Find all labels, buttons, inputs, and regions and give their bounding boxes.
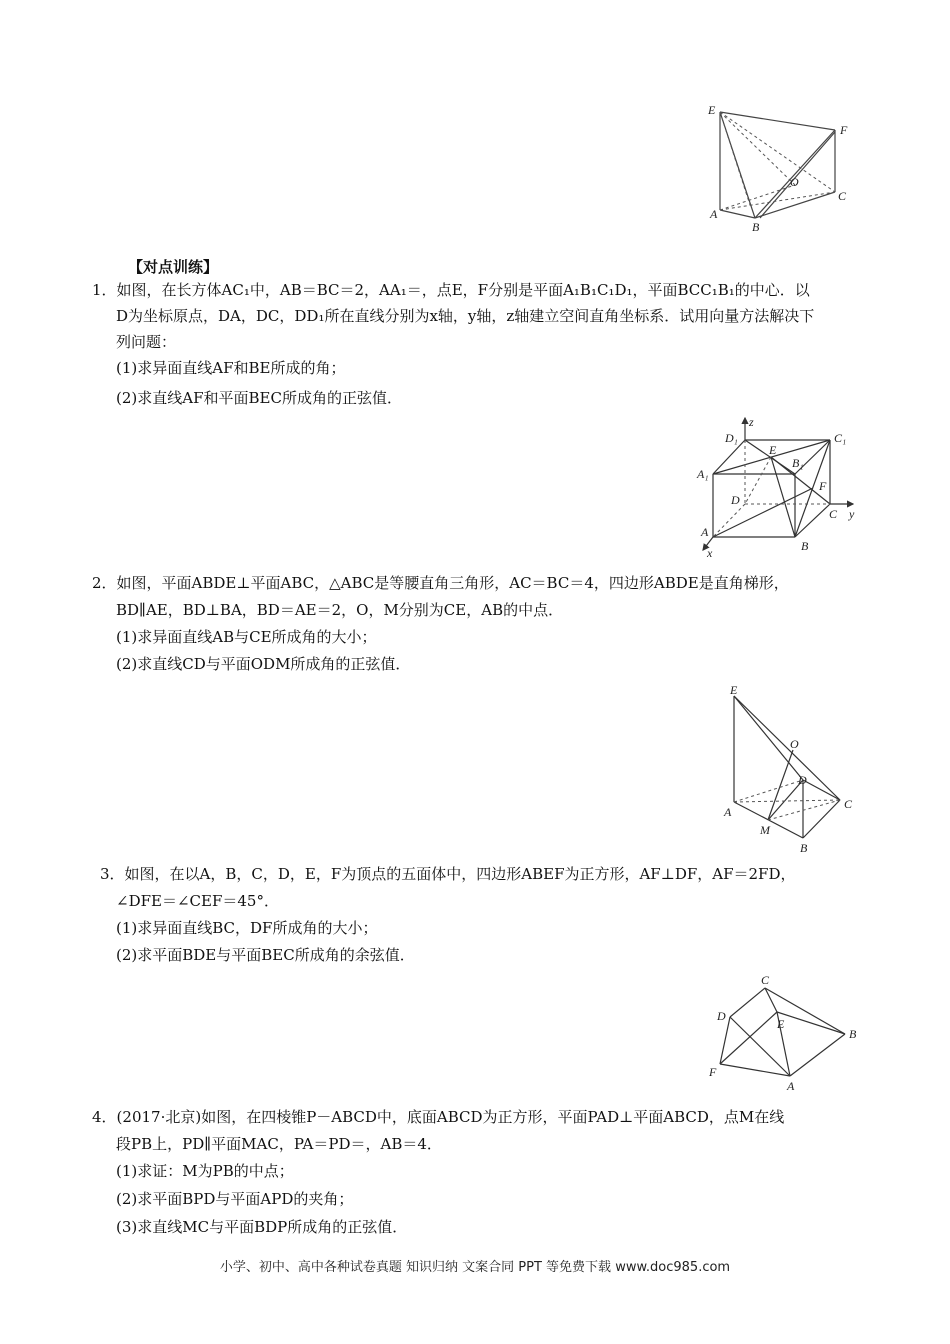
figure-cuboid bbox=[695, 412, 865, 560]
fig3-label-B: B bbox=[849, 1027, 857, 1041]
fig3-label-F: F bbox=[709, 1065, 717, 1079]
problem-3-line-1: 3．如图，在以A，B，C，D，E，F为顶点的五面体中，四边形ABEF为正方形，AF⊥DF，AF＝2FD， bbox=[100, 865, 796, 883]
fig0-label-O: O bbox=[790, 175, 799, 189]
fig1-label-B: B bbox=[801, 539, 809, 553]
figure-pentahedron bbox=[705, 972, 865, 1092]
fig2-label-A: A bbox=[724, 805, 732, 819]
problem-1-line-2: D为坐标原点，DA，DC，DD₁所在直线分别为x轴，y轴，z轴建立空间直角坐标系．试用向量方法解决下 bbox=[116, 307, 815, 325]
fig1-label-z: z bbox=[749, 415, 754, 429]
fig1-label-F: F bbox=[819, 479, 827, 493]
problem-3-line-3: (1)求异面直线BC，DF所成角的大小； bbox=[116, 919, 378, 937]
fig2-label-D: D bbox=[798, 773, 807, 787]
problem-1-line-4: (1)求异面直线AF和BE所成的角； bbox=[116, 359, 346, 377]
fig1-label-D: D bbox=[731, 493, 740, 507]
section-title: 【对点训练】 bbox=[128, 258, 219, 276]
fig2-label-O: O bbox=[790, 737, 799, 751]
problem-4-line-3: (1)求证：M为PB的中点； bbox=[116, 1162, 294, 1180]
problem-4-line-5: (3)求直线MC与平面BDP所成角的正弦值． bbox=[116, 1218, 408, 1236]
fig0-label-E: E bbox=[708, 103, 716, 117]
fig3-label-E: E bbox=[777, 1017, 785, 1031]
fig3-label-A: A bbox=[787, 1079, 795, 1092]
fig1-label-C: C bbox=[829, 507, 838, 521]
fig2-label-B: B bbox=[800, 841, 808, 855]
problem-3-line-2: ∠DFE＝∠CEF＝45°． bbox=[116, 892, 279, 910]
problem-3-line-4: (2)求平面BDE与平面BEC所成角的余弦值． bbox=[116, 946, 415, 964]
fig3-label-C: C bbox=[761, 973, 770, 987]
figure-top-solid bbox=[700, 100, 860, 235]
problem-2-line-2: BD∥AE，BD⊥BA，BD＝AE＝2，O，M分别为CE，AB的中点． bbox=[116, 601, 564, 619]
fig0-label-F: F bbox=[840, 123, 848, 137]
fig1-label-A: A bbox=[701, 525, 709, 539]
problem-2-line-4: (2)求直线CD与平面ODM所成角的正弦值． bbox=[116, 655, 411, 673]
fig0-label-C: C bbox=[838, 189, 847, 203]
page-footer: 小学、初中、高中各种试卷真题 知识归纳 文案合同 PPT 等免费下载 www.doc985.com bbox=[219, 1260, 731, 1275]
fig2-label-E: E bbox=[730, 683, 738, 697]
problem-4-line-2: 段PB上，PD∥平面MAC，PA＝PD＝，AB＝4． bbox=[116, 1135, 442, 1153]
fig1-label-B1: B₁ bbox=[792, 456, 804, 470]
problem-4-line-1: 4．(2017·北京)如图，在四棱锥P－ABCD中，底面ABCD为正方形，平面PAD⊥平面ABCD，点M在线 bbox=[92, 1108, 785, 1126]
fig0-label-A: A bbox=[710, 207, 718, 221]
fig3-label-D: D bbox=[717, 1009, 726, 1023]
problem-2-line-3: (1)求异面直线AB与CE所成角的大小； bbox=[116, 628, 377, 646]
fig0-label-B: B bbox=[752, 220, 760, 234]
problem-2-line-1: 2．如图，平面ABDE⊥平面ABC，△ABC是等腰直角三角形，AC＝BC＝4，四边形ABDE是直角梯形， bbox=[92, 574, 789, 592]
fig1-label-D1: D₁ bbox=[725, 431, 738, 445]
fig1-label-y: y bbox=[849, 507, 855, 521]
problem-1-line-5: (2)求直线AF和平面BEC所成角的正弦值． bbox=[116, 389, 402, 407]
fig2-label-C: C bbox=[844, 797, 853, 811]
fig1-label-E: E bbox=[769, 443, 777, 457]
fig1-label-x: x bbox=[707, 546, 713, 560]
fig2-label-M: M bbox=[760, 823, 770, 837]
figure-trapezoid-solid bbox=[718, 680, 868, 856]
fig1-label-C1: C₁ bbox=[834, 431, 847, 445]
problem-1-line-3: 列问题： bbox=[116, 333, 177, 351]
problem-1-line-1: 1．如图，在长方体AC₁中，AB＝BC＝2，AA₁＝，点E，F分别是平面A₁B₁C₁D₁，平面BCC₁B₁的中心．以 bbox=[92, 281, 810, 299]
fig1-label-A1: A₁ bbox=[697, 467, 709, 481]
problem-4-line-4: (2)求平面BPD与平面APD的夹角； bbox=[116, 1190, 354, 1208]
